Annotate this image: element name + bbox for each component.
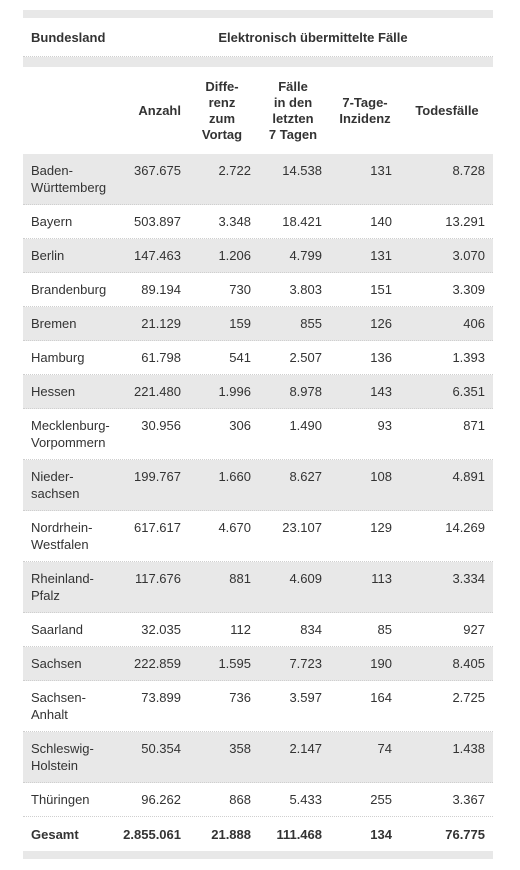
cell-faelle: 23.107	[282, 520, 322, 535]
table-row-total	[23, 817, 493, 851]
header-differenz	[183, 79, 261, 143]
cell-anzahl: 50.354	[141, 741, 181, 756]
table-row	[23, 562, 493, 613]
cell-inzidenz: 93	[377, 418, 392, 433]
cell-todesfaelle: 927	[463, 622, 485, 637]
cell-todesfaelle: 8.728	[452, 163, 485, 178]
cell-bundesland-line: Westfalen	[31, 537, 89, 552]
cell-todesfaelle: 3.309	[452, 282, 485, 297]
header-spacer	[23, 57, 493, 67]
cell-bundesland-line: Thüringen	[31, 792, 90, 807]
cell-bundesland	[23, 213, 121, 230]
cell-inzidenz: 136	[370, 350, 392, 365]
cell-inzidenz: 85	[377, 622, 392, 637]
cell-inzidenz: 255	[370, 792, 392, 807]
cell-anzahl: 199.767	[134, 469, 181, 484]
total-faelle: 111.468	[276, 826, 322, 842]
cell-faelle: 4.609	[289, 571, 322, 586]
cell-bundesland	[23, 570, 121, 604]
cell-bundesland-line: Württemberg	[31, 180, 107, 195]
table-row	[23, 273, 493, 307]
table-row	[23, 613, 493, 647]
header-differenz-line: zum	[209, 110, 235, 126]
cell-anzahl: 30.956	[141, 418, 181, 433]
cell-differenz: 881	[229, 571, 251, 586]
total-inzidenz: 134	[370, 826, 392, 842]
header-anzahl: Anzahl	[138, 102, 181, 118]
cell-bundesland-line: Nordrhein-	[31, 520, 93, 535]
header-faelle-line: in den	[273, 94, 313, 110]
cell-differenz: 868	[229, 792, 251, 807]
cell-faelle: 834	[300, 622, 322, 637]
cell-faelle: 7.723	[289, 656, 322, 671]
table-row	[23, 460, 493, 511]
cell-bundesland	[23, 791, 121, 808]
cell-bundesland	[23, 655, 121, 672]
cell-differenz: 1.660	[218, 469, 251, 484]
cell-todesfaelle: 6.351	[452, 384, 485, 399]
cell-anzahl: 21.129	[141, 316, 181, 331]
cell-differenz: 159	[229, 316, 251, 331]
cell-anzahl: 221.480	[134, 384, 181, 399]
bottom-bar	[23, 851, 493, 859]
cell-bundesland	[23, 417, 121, 451]
cell-inzidenz: 131	[370, 163, 392, 178]
table-row	[23, 732, 493, 783]
cell-todesfaelle: 3.070	[452, 248, 485, 263]
table-row	[23, 511, 493, 562]
cell-bundesland	[23, 621, 121, 638]
cell-inzidenz: 113	[371, 571, 392, 586]
total-label: Gesamt	[31, 826, 79, 842]
cell-todesfaelle: 871	[463, 418, 485, 433]
table-row	[23, 205, 493, 239]
cell-differenz: 730	[229, 282, 251, 297]
cell-bundesland-line: Sachsen-	[31, 690, 86, 705]
cell-differenz: 112	[230, 622, 251, 637]
cell-faelle: 8.978	[289, 384, 322, 399]
cell-anzahl: 617.617	[134, 520, 181, 535]
cell-inzidenz: 126	[370, 316, 392, 331]
cell-anzahl: 117.676	[134, 571, 181, 586]
table-row	[23, 409, 493, 460]
table-row	[23, 681, 493, 732]
cell-differenz: 541	[229, 350, 251, 365]
cell-todesfaelle: 1.393	[452, 350, 485, 365]
header-differenz-line: renz	[208, 94, 236, 110]
cell-inzidenz: 140	[370, 214, 392, 229]
header-inzidenz	[325, 95, 405, 127]
cell-bundesland	[23, 468, 121, 502]
header-differenz-line: Vortag	[201, 126, 243, 142]
cell-inzidenz: 74	[377, 741, 392, 756]
header-inzidenz-line: Inzidenz	[339, 110, 391, 126]
cell-faelle: 4.799	[289, 248, 322, 263]
cell-anzahl: 89.194	[141, 282, 181, 297]
header-inzidenz-line: 7-Tage-	[342, 94, 388, 110]
cell-bundesland	[23, 740, 121, 774]
cell-todesfaelle: 406	[463, 316, 485, 331]
cell-bundesland-line: Brandenburg	[31, 282, 107, 297]
cell-faelle: 18.421	[282, 214, 322, 229]
cell-bundesland-line: Saarland	[31, 622, 84, 637]
cell-todesfaelle: 1.438	[452, 741, 485, 756]
cell-differenz: 1.595	[218, 656, 251, 671]
table-row	[23, 154, 493, 205]
cell-bundesland-line: Nieder-	[31, 469, 74, 484]
cell-todesfaelle: 2.725	[452, 690, 485, 705]
cell-faelle: 1.490	[289, 418, 322, 433]
cell-bundesland-line: Hamburg	[31, 350, 85, 365]
cell-anzahl: 503.897	[134, 214, 181, 229]
table-row	[23, 341, 493, 375]
cell-bundesland-line: Berlin	[31, 248, 65, 263]
cell-inzidenz: 108	[370, 469, 392, 484]
cell-differenz: 4.670	[218, 520, 251, 535]
cell-bundesland	[23, 281, 121, 298]
total-anzahl: 2.855.061	[123, 826, 181, 842]
header-group-title: Elektronisch übermittelte Fälle	[218, 29, 408, 45]
cell-differenz: 736	[229, 690, 251, 705]
cell-differenz: 1.996	[218, 384, 251, 399]
cell-bundesland-line: Bayern	[31, 214, 73, 229]
cell-bundesland	[23, 247, 121, 264]
cell-inzidenz: 129	[370, 520, 392, 535]
cell-inzidenz: 151	[370, 282, 392, 297]
cell-bundesland	[23, 349, 121, 366]
cell-todesfaelle: 14.269	[445, 520, 485, 535]
table-row	[23, 375, 493, 409]
cell-bundesland-line: Vorpommern	[31, 435, 106, 450]
cell-anzahl: 147.463	[134, 248, 181, 263]
cell-differenz: 358	[229, 741, 251, 756]
cell-faelle: 2.147	[289, 741, 322, 756]
header-faelle-line: letzten	[272, 110, 314, 126]
header-todesfaelle: Todesfälle	[415, 102, 479, 118]
cell-todesfaelle: 3.334	[452, 571, 485, 586]
header-faelle-line: 7 Tagen	[268, 126, 318, 142]
cell-anzahl: 96.262	[141, 792, 181, 807]
cell-faelle: 14.538	[282, 163, 322, 178]
cell-anzahl: 222.859	[134, 656, 181, 671]
table-row	[23, 783, 493, 817]
cell-inzidenz: 190	[370, 656, 392, 671]
column-header-row	[23, 67, 493, 154]
cell-differenz: 1.206	[218, 248, 251, 263]
cell-inzidenz: 131	[370, 248, 392, 263]
cell-bundesland-line: Baden-	[31, 163, 73, 178]
header-bundesland: Bundesland	[31, 29, 106, 45]
cell-faelle: 3.803	[289, 282, 322, 297]
total-differenz: 21.888	[211, 826, 251, 842]
covid-table	[23, 10, 493, 859]
top-bar	[23, 10, 493, 18]
cell-bundesland-line: Rheinland-	[31, 571, 94, 586]
cell-bundesland-line: Hessen	[31, 384, 76, 399]
total-todesfaelle: 76.775	[445, 826, 485, 842]
table-row	[23, 239, 493, 273]
header-differenz-line: Diffe-	[205, 78, 239, 94]
cell-bundesland	[23, 162, 121, 196]
table-row	[23, 647, 493, 681]
header-group-row	[23, 18, 493, 57]
cell-faelle: 855	[300, 316, 322, 331]
cell-anzahl: 32.035	[141, 622, 181, 637]
cell-faelle: 8.627	[289, 469, 322, 484]
cell-faelle: 2.507	[289, 350, 322, 365]
header-faelle	[261, 79, 325, 143]
cell-inzidenz: 143	[370, 384, 392, 399]
cell-todesfaelle: 13.291	[445, 214, 485, 229]
cell-todesfaelle: 8.405	[452, 656, 485, 671]
cell-todesfaelle: 4.891	[452, 469, 485, 484]
cell-bundesland	[23, 689, 121, 723]
cell-todesfaelle: 3.367	[452, 792, 485, 807]
cell-bundesland-line: Bremen	[31, 316, 77, 331]
cell-anzahl: 61.798	[141, 350, 181, 365]
header-faelle-line: Fälle	[278, 78, 308, 94]
cell-bundesland-line: Sachsen	[31, 656, 82, 671]
cell-bundesland	[23, 519, 121, 553]
table-body	[23, 154, 493, 817]
cell-bundesland-line: Anhalt	[31, 707, 68, 722]
cell-differenz: 306	[229, 418, 251, 433]
cell-bundesland-line: Schleswig-	[31, 741, 94, 756]
cell-bundesland	[23, 383, 121, 400]
table-row	[23, 307, 493, 341]
cell-bundesland-line: sachsen	[31, 486, 80, 501]
cell-bundesland-line: Holstein	[31, 758, 78, 773]
cell-bundesland-line: Mecklenburg-	[31, 418, 110, 433]
cell-anzahl: 367.675	[134, 163, 181, 178]
cell-differenz: 2.722	[218, 163, 251, 178]
cell-inzidenz: 164	[370, 690, 392, 705]
cell-faelle: 5.433	[289, 792, 322, 807]
cell-differenz: 3.348	[218, 214, 251, 229]
cell-bundesland-line: Pfalz	[31, 588, 60, 603]
cell-bundesland	[23, 315, 121, 332]
cell-anzahl: 73.899	[141, 690, 181, 705]
cell-faelle: 3.597	[289, 690, 322, 705]
